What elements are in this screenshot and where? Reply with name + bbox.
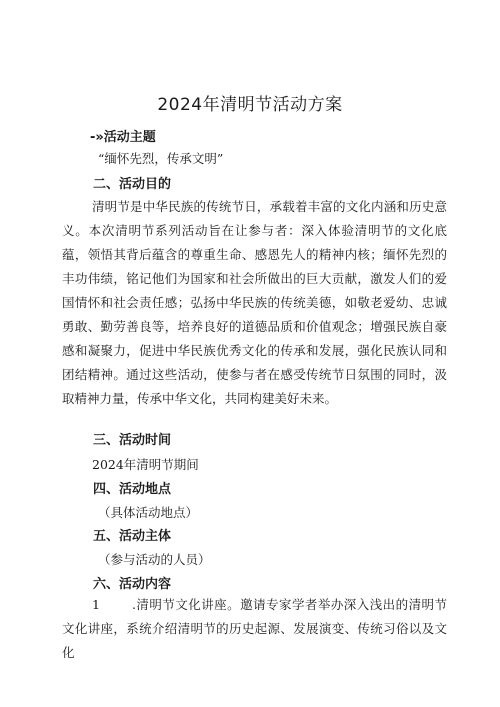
section-heading-content: 六、活动内容 bbox=[93, 577, 172, 592]
purpose-paragraph: 清明节是中华民族的传统节日，承载着丰富的文化内涵和历史意义。本次清明节系列活动旨在让参与者：深入体验清明节的文化底蕴，领悟其背后蕴含的尊重生命、感恩先人的精神内核；缅怀先烈的丰功伟绩，铭记他们为国家和社会所做出的巨大贡献，激发人们的爱国情怀和社会责任感；弘扬中华民族的传统美德，如敬老爱幼、忠诚勇敢、勤劳善良等，培养良好的道德品质和价值观念；增强民族自豪感和凝聚力，促进中华民族优秀文化的传承和发展，强化民族认同和团结精神。通过这些活动，使参与者在感受传统节日氛围的同时，汲取精神力量，传承中华文化，共同构建美好未来。 bbox=[62, 199, 447, 406]
theme-text: “缅怀先烈，传承文明” bbox=[98, 151, 224, 166]
document-title: 2024年清明节活动方案 bbox=[157, 95, 343, 115]
content-item-1 bbox=[62, 593, 447, 665]
time-text: 2024年清明节期间 bbox=[92, 457, 199, 472]
item-text: .清明节文化讲座。邀请专家学者举办深入浅出的清明节文化讲座，系统介绍清明节的历史起源、发展演变、传统习俗以及文化 bbox=[62, 597, 447, 660]
item-number: 1 bbox=[92, 597, 100, 612]
participants-text: （参与活动的人员） bbox=[98, 552, 211, 567]
section-heading-location: 四、活动地点 bbox=[93, 482, 172, 497]
location-text: （具体活动地点） bbox=[98, 505, 199, 520]
section-heading-purpose: 二、活动目的 bbox=[93, 177, 172, 192]
section-heading-participants: 五、活动主体 bbox=[93, 529, 172, 544]
section-heading-time: 三、活动时间 bbox=[93, 433, 172, 448]
section-heading-theme: -»活动主题 bbox=[90, 130, 156, 145]
